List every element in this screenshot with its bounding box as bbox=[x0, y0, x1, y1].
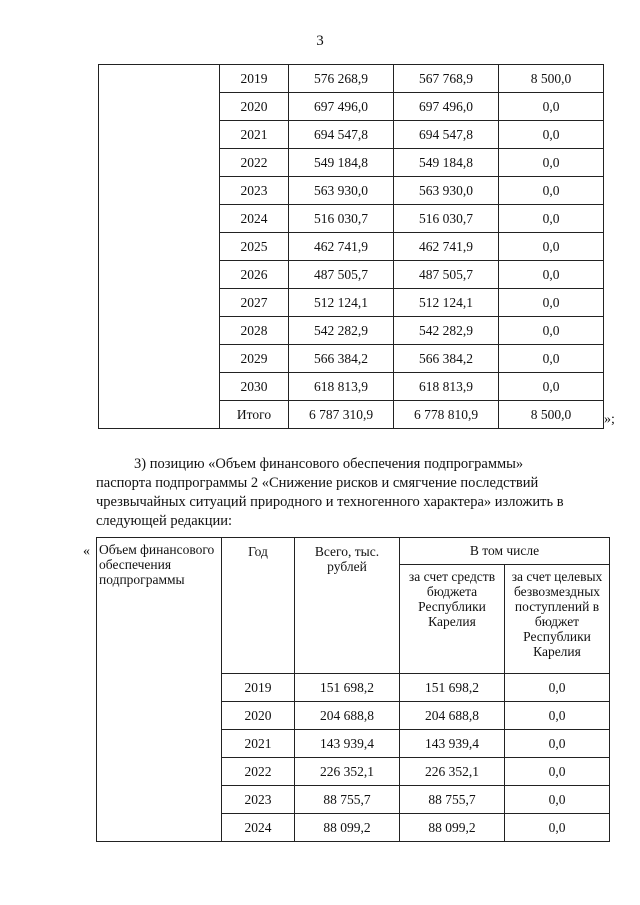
cell-year: 2020 bbox=[220, 93, 289, 121]
cell-year: Итого bbox=[220, 401, 289, 429]
amendment-paragraph bbox=[96, 455, 607, 531]
subprogram-funding-table bbox=[96, 537, 610, 842]
cell-budget: 487 505,7 bbox=[394, 261, 499, 289]
cell-year: 2022 bbox=[222, 758, 295, 786]
cell-total: 487 505,7 bbox=[289, 261, 394, 289]
cell-budget: 566 384,2 bbox=[394, 345, 499, 373]
cell-total: 151 698,2 bbox=[295, 674, 400, 702]
paragraph-line: чрезвычайных ситуаций природного и техногенного характера» изложить в bbox=[96, 494, 564, 510]
cell-budget: 618 813,9 bbox=[394, 373, 499, 401]
cell-total: 88 099,2 bbox=[295, 814, 400, 842]
cell-other: 0,0 bbox=[499, 93, 604, 121]
cell-other: 0,0 bbox=[505, 730, 610, 758]
cell-other: 0,0 bbox=[505, 702, 610, 730]
cell-total: 576 268,9 bbox=[289, 65, 394, 93]
funding-table-continued bbox=[98, 64, 604, 429]
cell-budget: 549 184,8 bbox=[394, 149, 499, 177]
cell-other: 0,0 bbox=[499, 121, 604, 149]
cell-other: 0,0 bbox=[499, 317, 604, 345]
cell-total: 566 384,2 bbox=[289, 345, 394, 373]
cell-other: 0,0 bbox=[505, 758, 610, 786]
cell-other: 0,0 bbox=[505, 674, 610, 702]
cell-budget: 542 282,9 bbox=[394, 317, 499, 345]
cell-other: 8 500,0 bbox=[499, 65, 604, 93]
cell-budget: 151 698,2 bbox=[400, 674, 505, 702]
cell-other: 0,0 bbox=[499, 205, 604, 233]
cell-total: 563 930,0 bbox=[289, 177, 394, 205]
cell-budget: 694 547,8 bbox=[394, 121, 499, 149]
cell-year: 2027 bbox=[220, 289, 289, 317]
table1-closing-quote: »; bbox=[604, 412, 615, 427]
header-other: за счет целевых безвозмездных поступлений в бюджет Республики Карелия bbox=[505, 565, 610, 674]
cell-budget: 88 755,7 bbox=[400, 786, 505, 814]
cell-year: 2023 bbox=[222, 786, 295, 814]
cell-budget: 462 741,9 bbox=[394, 233, 499, 261]
cell-total: 143 939,4 bbox=[295, 730, 400, 758]
paragraph-line: 3) позицию «Объем финансового обеспечения подпрограммы» bbox=[134, 456, 524, 472]
cell-year: 2025 bbox=[220, 233, 289, 261]
funding-label: Объем финансового обеспечения подпрограммы bbox=[97, 538, 222, 842]
cell-other: 0,0 bbox=[499, 177, 604, 205]
cell-other: 0,0 bbox=[505, 814, 610, 842]
cell-other: 0,0 bbox=[499, 149, 604, 177]
paragraph-line: следующей редакции: bbox=[96, 513, 233, 529]
cell-year: 2019 bbox=[220, 65, 289, 93]
cell-budget: 226 352,1 bbox=[400, 758, 505, 786]
cell-other: 0,0 bbox=[499, 373, 604, 401]
cell-year: 2021 bbox=[220, 121, 289, 149]
page-number: 3 bbox=[316, 33, 324, 49]
cell-year: 2019 bbox=[222, 674, 295, 702]
cell-total: 516 030,7 bbox=[289, 205, 394, 233]
cell-total: 6 787 310,9 bbox=[289, 401, 394, 429]
cell-total: 697 496,0 bbox=[289, 93, 394, 121]
cell-total: 542 282,9 bbox=[289, 317, 394, 345]
cell-total: 88 755,7 bbox=[295, 786, 400, 814]
cell-budget: 567 768,9 bbox=[394, 65, 499, 93]
header-year: Год bbox=[222, 538, 295, 674]
cell-other: 0,0 bbox=[499, 289, 604, 317]
table-row bbox=[99, 65, 604, 93]
cell-budget: 88 099,2 bbox=[400, 814, 505, 842]
cell-year: 2028 bbox=[220, 317, 289, 345]
header-total: Всего, тыс. рублей bbox=[295, 538, 400, 674]
cell-year: 2024 bbox=[220, 205, 289, 233]
cell-total: 694 547,8 bbox=[289, 121, 394, 149]
cell-other: 0,0 bbox=[499, 261, 604, 289]
header-including: В том числе bbox=[400, 538, 610, 565]
cell-budget: 563 930,0 bbox=[394, 177, 499, 205]
cell-year: 2022 bbox=[220, 149, 289, 177]
cell-budget: 512 124,1 bbox=[394, 289, 499, 317]
cell-year: 2024 bbox=[222, 814, 295, 842]
label-cell bbox=[99, 65, 220, 429]
cell-total: 226 352,1 bbox=[295, 758, 400, 786]
cell-year: 2030 bbox=[220, 373, 289, 401]
cell-year: 2023 bbox=[220, 177, 289, 205]
cell-total: 549 184,8 bbox=[289, 149, 394, 177]
cell-total: 618 813,9 bbox=[289, 373, 394, 401]
cell-total: 204 688,8 bbox=[295, 702, 400, 730]
cell-year: 2021 bbox=[222, 730, 295, 758]
cell-budget: 143 939,4 bbox=[400, 730, 505, 758]
cell-budget: 516 030,7 bbox=[394, 205, 499, 233]
cell-other: 0,0 bbox=[499, 233, 604, 261]
cell-other: 0,0 bbox=[505, 786, 610, 814]
header-budget: за счет средств бюджета Республики Карелия bbox=[400, 565, 505, 674]
cell-year: 2026 bbox=[220, 261, 289, 289]
cell-total: 462 741,9 bbox=[289, 233, 394, 261]
table2-open-quote: « bbox=[83, 544, 90, 559]
cell-other: 8 500,0 bbox=[499, 401, 604, 429]
cell-budget: 204 688,8 bbox=[400, 702, 505, 730]
cell-other: 0,0 bbox=[499, 345, 604, 373]
cell-total: 512 124,1 bbox=[289, 289, 394, 317]
cell-year: 2020 bbox=[222, 702, 295, 730]
cell-budget: 697 496,0 bbox=[394, 93, 499, 121]
paragraph-line: паспорта подпрограммы 2 «Снижение рисков и смягчение последствий bbox=[96, 475, 539, 491]
cell-year: 2029 bbox=[220, 345, 289, 373]
cell-budget: 6 778 810,9 bbox=[394, 401, 499, 429]
